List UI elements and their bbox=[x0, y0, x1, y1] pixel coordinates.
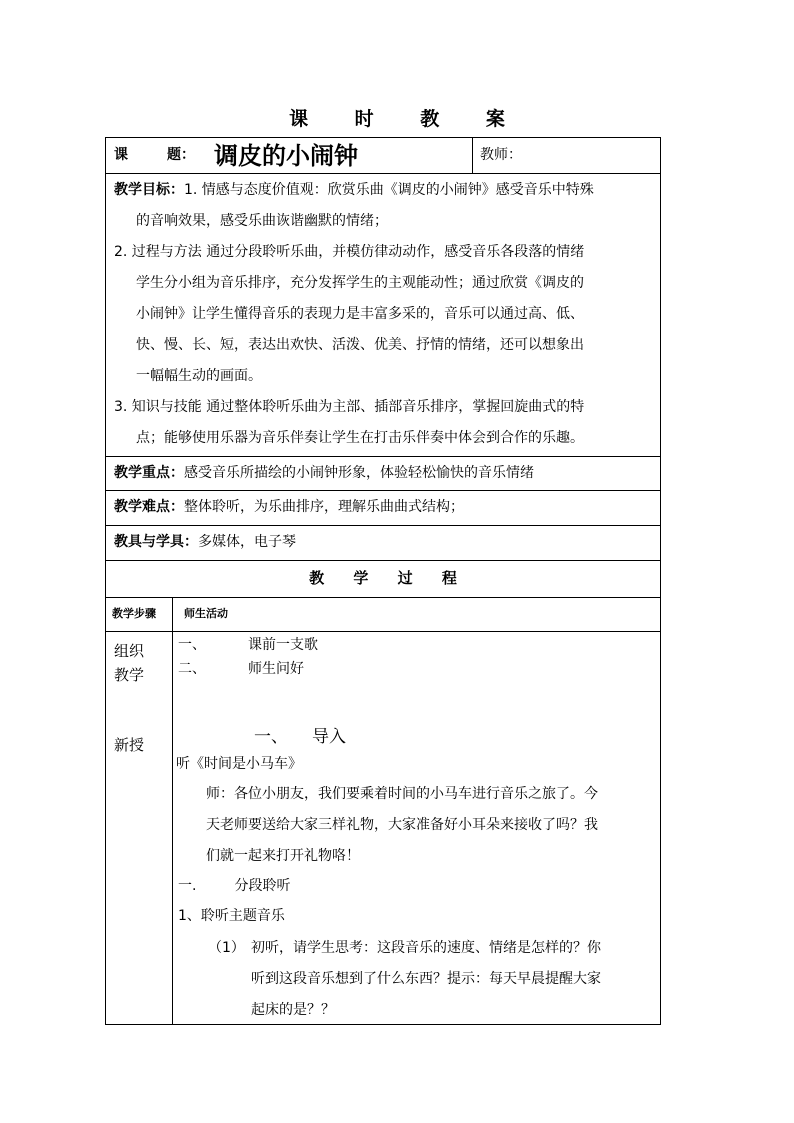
objective-line: 2. 过程与方法 通过分段聆听乐曲，并模仿律动动作，感受音乐各段落的情绪 bbox=[114, 244, 585, 260]
key-points-text: 感受音乐所描绘的小闹钟形象，体验轻松愉快的音乐情绪 bbox=[184, 465, 534, 481]
difficulties-label: 教学难点： bbox=[114, 499, 184, 515]
sub-item: 1、聆听主题音乐 bbox=[178, 908, 285, 924]
objective-line: 小闹钟》让学生懂得音乐的表现力是丰富多采的，音乐可以通过高、低、 bbox=[136, 306, 584, 322]
question-line: 起床的是？？ bbox=[251, 1002, 335, 1018]
objective-line: 3. 知识与技能 通过整体聆听乐曲为主部、插部音乐排序，掌握回旋曲式的特 bbox=[114, 399, 585, 415]
tools-row bbox=[114, 527, 296, 558]
pre-item-text: 课前一支歌 bbox=[248, 637, 318, 653]
objective-line: 快、慢、长、短，表达出欢快、活泼、优美、抒情的情绪，还可以想象出 bbox=[136, 337, 584, 353]
part-text: 分段聆听 bbox=[234, 878, 291, 894]
key-points-row bbox=[114, 458, 534, 489]
listen-title: 听《时间是小马车》 bbox=[176, 756, 302, 772]
column-divider bbox=[172, 597, 173, 1024]
objective-line: 的音响效果，感受乐曲诙谐幽默的情绪； bbox=[136, 213, 388, 229]
objectives-label: 教学目标： bbox=[114, 182, 184, 198]
teacher-line: 们就一起来打开礼物咯！ bbox=[206, 848, 360, 864]
question-line: 初听，请学生思考：这段音乐的速度、情绪是怎样的？你 bbox=[251, 940, 601, 956]
step-label: 组织 bbox=[114, 642, 145, 660]
pre-item-number: 二、 bbox=[178, 661, 206, 677]
row-divider bbox=[106, 456, 660, 457]
column-divider bbox=[472, 138, 473, 173]
part-number: 一. bbox=[178, 878, 197, 894]
pre-item-text: 师生问好 bbox=[248, 661, 304, 677]
steps-column-header: 教学步骤 bbox=[112, 607, 156, 620]
document-title: 课 时 教 案 bbox=[289, 108, 525, 130]
process-heading: 教 学 过 程 bbox=[309, 569, 469, 587]
row-divider bbox=[106, 525, 660, 526]
pre-item-number: 一、 bbox=[178, 637, 206, 653]
question-line: 听到这段音乐想到了什么东西？提示：每天早晨提醒大家 bbox=[251, 971, 601, 987]
teacher-line: 天老师要送给大家三样礼物，大家准备好小耳朵来接收了吗？我 bbox=[206, 817, 598, 833]
step-label: 教学 bbox=[114, 666, 145, 684]
objective-line: 1. 情感与态度价值观：欣赏乐曲《调皮的小闹钟》感受音乐中特殊 bbox=[184, 182, 594, 198]
row-divider bbox=[106, 490, 660, 491]
objective-line: 一幅幅生动的画面。 bbox=[136, 368, 262, 384]
key-points-label: 教学重点： bbox=[114, 465, 184, 481]
row-divider bbox=[106, 173, 660, 174]
pre-item bbox=[178, 632, 318, 658]
teacher-line: 师：各位小朋友，我们要乘着时间的小马车进行音乐之旅了。今 bbox=[206, 786, 598, 802]
lesson-topic: 调皮的小闹钟 bbox=[214, 141, 358, 170]
pre-item bbox=[178, 656, 304, 682]
objective-line: 学生分小组为音乐排序，充分发挥学生的主观能动性；通过欣赏《调皮的 bbox=[136, 275, 584, 291]
section-heading-number: 一、 bbox=[254, 727, 288, 747]
row-divider bbox=[106, 597, 660, 598]
tools-label: 教具与学具： bbox=[114, 534, 198, 550]
step-label: 新授 bbox=[114, 736, 145, 754]
part-heading bbox=[178, 871, 290, 902]
topic-label: 课 题： bbox=[114, 147, 195, 163]
teacher-label: 教师： bbox=[480, 147, 522, 163]
section-heading-text: 导入 bbox=[312, 727, 346, 747]
difficulties-row bbox=[114, 492, 464, 523]
difficulties-text: 整体聆听，为乐曲排序，理解乐曲曲式结构； bbox=[184, 499, 464, 515]
row-divider bbox=[106, 560, 660, 561]
activity-column-header: 师生活动 bbox=[184, 607, 228, 620]
objective-line: 点；能够使用乐器为音乐伴奏让学生在打击乐伴奏中体会到合作的乐趣。 bbox=[136, 430, 584, 446]
lesson-plan-table bbox=[105, 137, 661, 1025]
question-number: （1） bbox=[208, 940, 245, 956]
tools-text: 多媒体，电子琴 bbox=[198, 534, 296, 550]
